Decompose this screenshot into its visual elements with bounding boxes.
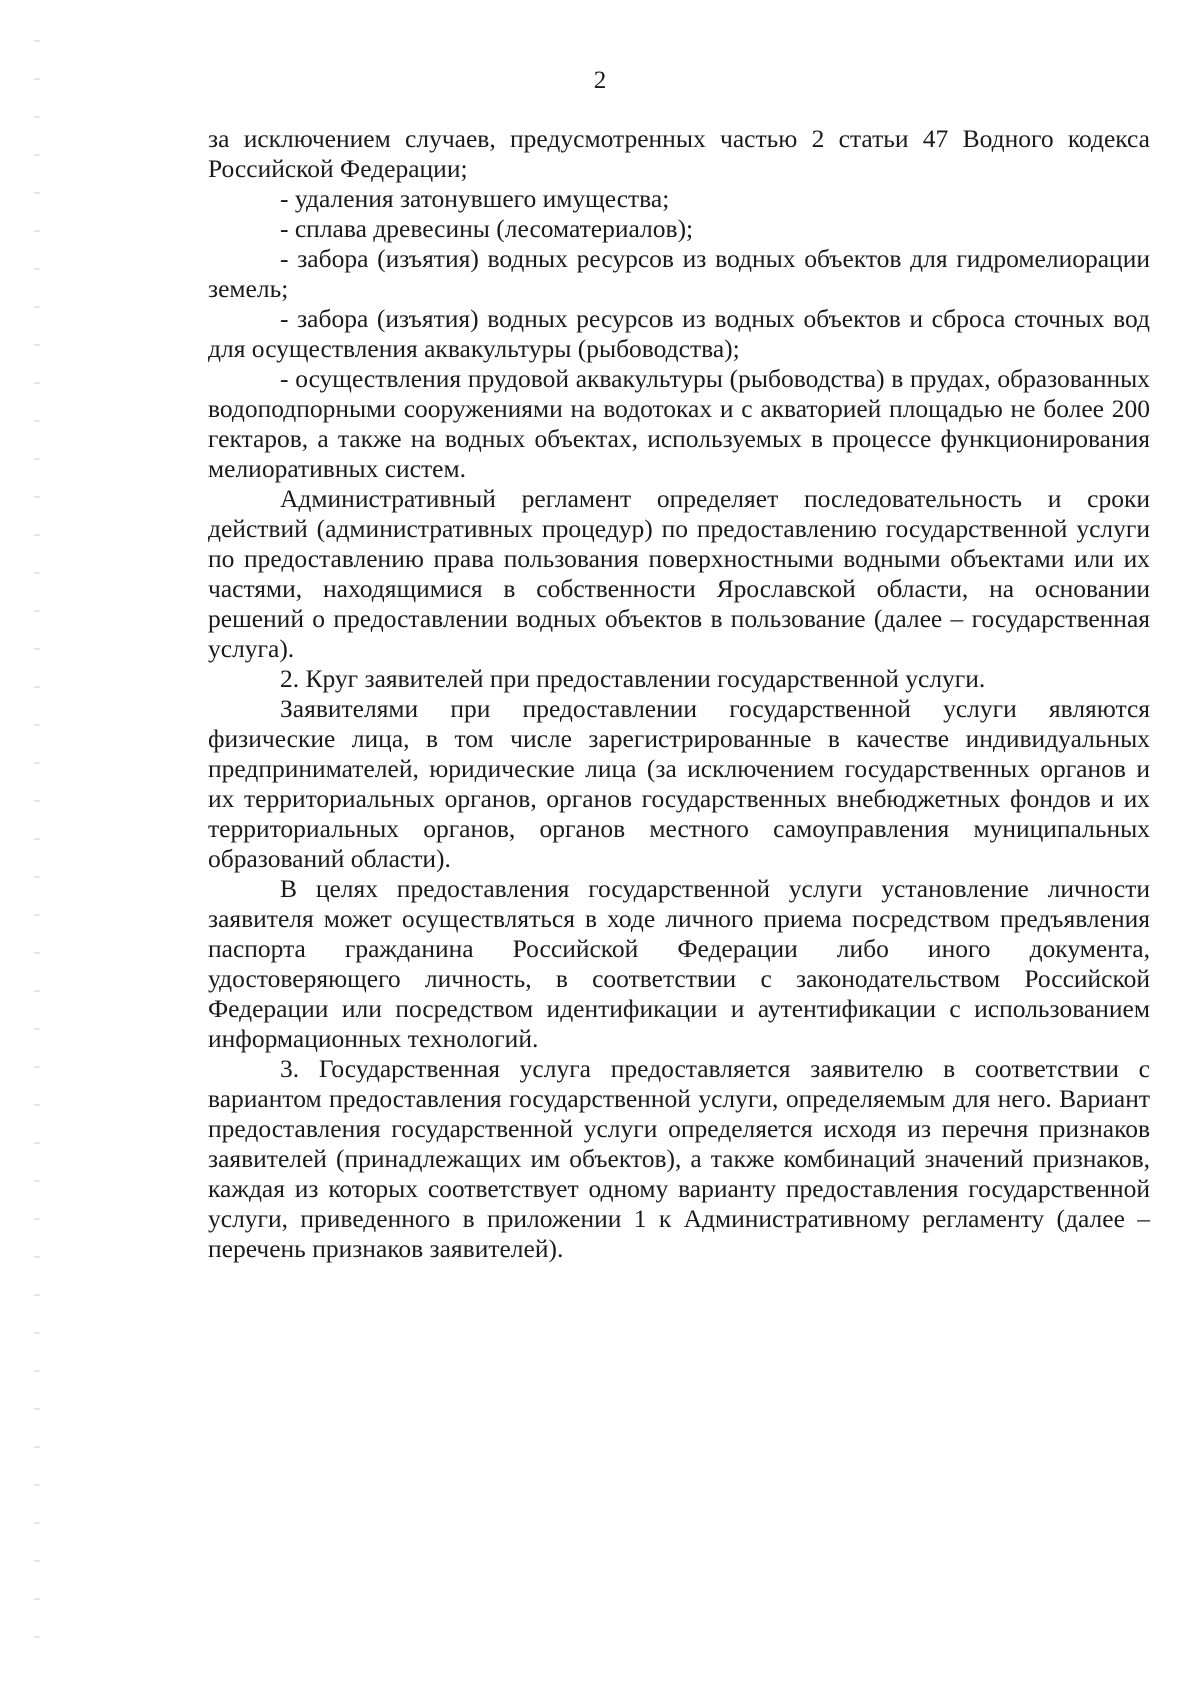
paragraph-identity: В целях предоставления государственной услуги установление личности заявителя может осуществляться в ходе личного приема посредством предъявления паспорта гражданина Российской Федерации либо иного документа, удостоверяющего личность, в соответствии с законодательством Российской Федерации или посредством идентификации и аутентификации с использованием информационных технологий. bbox=[208, 874, 1150, 1053]
list-item-sunken-property: - удаления затонувшего имущества; bbox=[280, 184, 670, 213]
list-item-timber-rafting: - сплава древесины (лесоматериалов); bbox=[280, 214, 694, 243]
document-body bbox=[208, 124, 1150, 1264]
page-number: 2 bbox=[593, 67, 607, 94]
paragraph-1: за исключением случаев, предусмотренных частью 2 статьи 47 Водного кодекса Российской Федерации; bbox=[208, 124, 1150, 183]
list-item-pond-aquaculture: - осуществления прудовой аквакультуры (рыбоводства) в прудах, образованных водоподпорными сооружениями на водотоках и с акваторией площадью не более 200 гектаров, а также на водных объектах, используемых в процессе функционирования мелиоративных систем. bbox=[208, 364, 1150, 483]
section-3-paragraph: 3. Государственная услуга предоставляется заявителю в соответствии с вариантом предоставления государственной услуги, определяемым для него. Вариант предоставления государственной услуги определяется исходя из перечня признаков заявителей (принадлежащих им объектов), а также комбинаций значений признаков, каждая из которых соответствует одному варианту предоставления государственной услуги, приведенного в приложении 1 к Административному регламенту (далее – перечень признаков заявителей). bbox=[208, 1054, 1150, 1263]
scan-margin-marks bbox=[34, 40, 40, 1640]
paragraph-applicants: Заявителями при предоставлении государственной услуги являются физические лица, в том числе зарегистрированные в качестве индивидуальных предпринимателей, юридические лица (за исключением государственных органов и их территориальных органов, органов государственных внебюджетных фондов и их территориальных органов, органов местного самоуправления муниципальных образований области). bbox=[208, 694, 1150, 873]
list-item-water-intake-aquaculture: - забора (изъятия) водных ресурсов из водных объектов и сброса сточных вод для осуществления аквакультуры (рыбоводства); bbox=[208, 304, 1150, 363]
list-item-water-intake-melioration: - забора (изъятия) водных ресурсов из водных объектов для гидромелиорации земель; bbox=[208, 244, 1150, 303]
section-2-heading: 2. Круг заявителей при предоставлении государственной услуги. bbox=[280, 664, 986, 693]
paragraph-regulation-scope: Административный регламент определяет последовательность и сроки действий (административных процедур) по предоставлению государственной услуги по предоставлению права пользования поверхностными водными объектами или их частями, находящимися в собственности Ярославской области, на основании решений о предоставлении водных объектов в пользование (далее – государственная услуга). bbox=[208, 484, 1150, 663]
